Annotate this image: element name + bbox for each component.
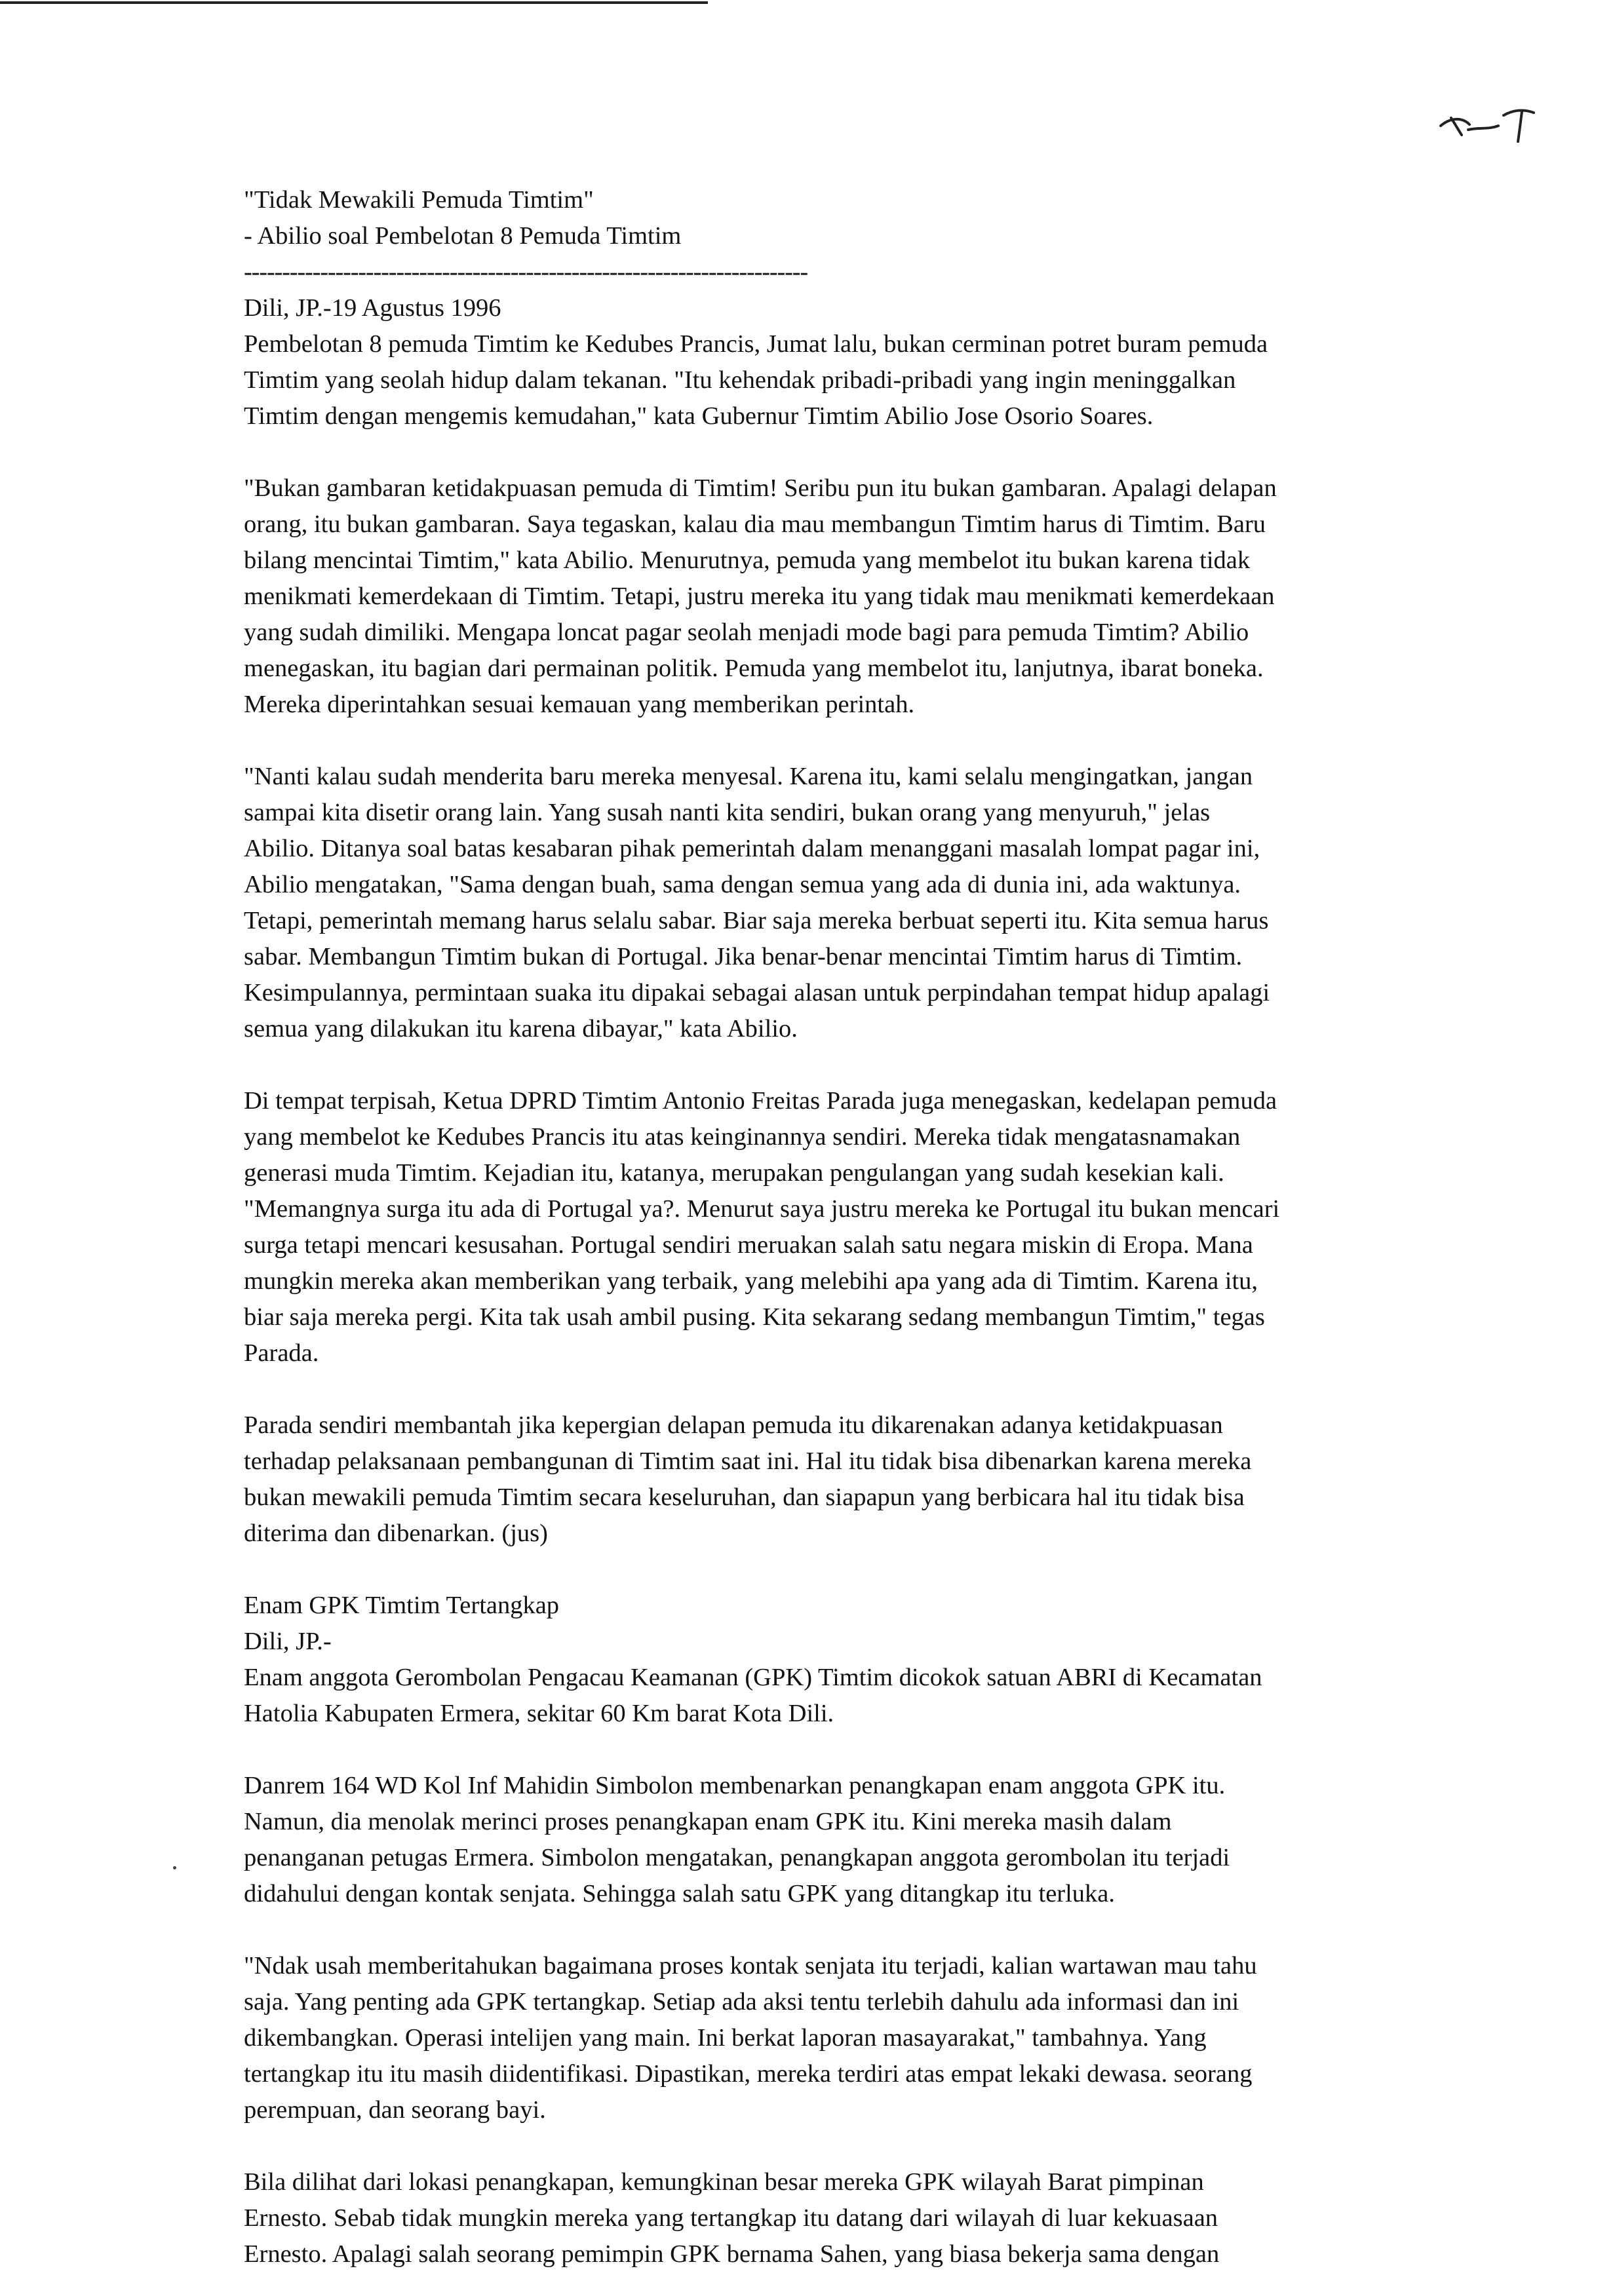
text-line: biar saja mereka pergi. Kita tak usah ambil pusing. Kita sekarang sedang membangun Timtim," tegas — [244, 1303, 1265, 1331]
text-line: Abilio mengatakan, "Sama dengan buah, sama dengan semua yang ada di dunia ini, ada waktunya. — [244, 871, 1241, 898]
text-line: Timtim dengan mengemis kemudahan," kata Gubernur Timtim Abilio Jose Osorio Soares. — [244, 402, 1154, 430]
text-line: mungkin mereka akan memberikan yang terbaik, yang melebihi apa yang ada di Timtim. Karena itu, — [244, 1267, 1258, 1295]
text-line: Parada sendiri membantah jika kepergian delapan pemuda itu dikarenakan adanya ketidakpuasan — [244, 1411, 1223, 1439]
text-line: bukan mewakili pemuda Timtim secara keseluruhan, dan siapapun yang berbicara hal itu tidak bisa — [244, 1483, 1245, 1511]
text-line: sabar. Membangun Timtim bukan di Portugal. Jika benar-benar mencintai Timtim harus di Timtim. — [244, 943, 1243, 970]
text-line: semua yang dilakukan itu karena dibayar," kata Abilio. — [244, 1015, 798, 1043]
text-line: "Nanti kalau sudah menderita baru mereka menyesal. Karena itu, kami selalu mengingatkan, jangan — [244, 763, 1253, 790]
article-subtitle: - Abilio soal Pembelotan 8 Pemuda Timtim — [244, 222, 682, 250]
text-line: orang, itu bukan gambaran. Saya tegaskan, kalau dia mau membangun Timtim harus di Timtim. Baru — [244, 510, 1266, 538]
text-line: Parada. — [244, 1339, 319, 1367]
text-line: "Bukan gambaran ketidakpuasan pemuda di Timtim! Seribu pun itu bukan gambaran. Apalagi delapan — [244, 474, 1277, 502]
paragraph — [244, 1948, 1384, 2128]
text-line: Kesimpulannya, permintaan suaka itu dipakai sebagai alasan untuk perpindahan tempat hidup apalagi — [244, 979, 1270, 1006]
article-enam-gpk — [244, 1588, 1384, 2272]
text-line: saja. Yang penting ada GPK tertangkap. Setiap ada aksi tentu terlebih dahulu ada informasi dan ini — [244, 1988, 1239, 2016]
text-line: Tetapi, pemerintah memang harus selalu sabar. Biar saja mereka berbuat seperti itu. Kita semua harus — [244, 907, 1269, 934]
text-line: bilang mencintai Timtim," kata Abilio. Menurutnya, pemuda yang membelot itu bukan karena tidak — [244, 546, 1251, 574]
paragraph — [244, 1083, 1384, 1371]
paragraph — [244, 759, 1384, 1047]
text-line: menikmati kemerdekaan di Timtim. Tetapi, justru mereka itu yang tidak mau menikmati kemerdekaan — [244, 583, 1275, 610]
text-line: Ernesto. Sebab tidak mungkin mereka yang tertangkap itu datang dari wilayah di luar kekuasaan — [244, 2204, 1218, 2232]
article-tidak-mewakili — [244, 182, 1384, 1588]
text-line: Enam anggota Gerombolan Pengacau Keamanan (GPK) Timtim dicokok satuan ABRI di Kecamatan — [244, 1664, 1262, 1691]
text-line: Abilio. Ditanya soal batas kesabaran pihak pemerintah dalam menanggani masalah lompat pagar ini, — [244, 835, 1260, 862]
separator-line: -------------------------------------------------------------------------- — [244, 258, 808, 286]
text-line: perempuan, dan seorang bayi. — [244, 2096, 546, 2124]
article-title: "Tidak Mewakili Pemuda Timtim" — [244, 186, 594, 214]
text-line: "Ndak usah memberitahukan bagaimana proses kontak senjata itu terjadi, kalian wartawan mau tahu — [244, 1952, 1257, 1980]
scan-top-edge-line — [0, 1, 708, 4]
text-line: diterima dan dibenarkan. (jus) — [244, 1520, 548, 1547]
text-line: Hatolia Kabupaten Ermera, sekitar 60 Km barat Kota Dili. — [244, 1700, 834, 1727]
paragraph — [244, 1660, 1384, 1732]
text-line: penanganan petugas Ermera. Simbolon mengatakan, penangkapan anggota gerombolan itu terjadi — [244, 1844, 1230, 1871]
paragraph — [244, 326, 1384, 434]
dateline: Dili, JP.-19 Agustus 1996 — [244, 294, 501, 322]
text-line: dikembangkan. Operasi intelijen yang main. Ini berkat laporan masayarakat," tambahnya. Yang — [244, 2024, 1207, 2052]
text-line: Di tempat terpisah, Ketua DPRD Timtim Antonio Freitas Parada juga menegaskan, kedelapan pemuda — [244, 1087, 1277, 1115]
paragraph — [244, 470, 1384, 723]
article-title: Enam GPK Timtim Tertangkap — [244, 1592, 560, 1619]
text-line: yang sudah dimiliki. Mengapa loncat pagar seolah menjadi mode bagi para pemuda Timtim? Abilio — [244, 619, 1249, 646]
text-line: terhadap pelaksanaan pembangunan di Timtim saat ini. Hal itu tidak bisa dibenarkan karena mereka — [244, 1447, 1252, 1475]
document-page — [244, 182, 1384, 2272]
text-line: surga tetapi mencari kesusahan. Portugal sendiri meruakan salah satu negara miskin di Eropa. Mana — [244, 1231, 1253, 1259]
text-line: Ernesto. Apalagi salah seorang pemimpin GPK bernama Sahen, yang biasa bekerja sama dengan — [244, 2240, 1220, 2268]
text-line: Namun, dia menolak merinci proses penangkapan enam GPK itu. Kini mereka masih dalam — [244, 1808, 1172, 1835]
dateline: Dili, JP.- — [244, 1628, 332, 1655]
text-line: didahului dengan kontak senjata. Sehingga salah satu GPK yang ditangkap itu terluka. — [244, 1880, 1116, 1907]
text-line: generasi muda Timtim. Kejadian itu, katanya, merupakan pengulangan yang sudah kesekian kali. — [244, 1159, 1224, 1187]
text-line: Timtim yang seolah hidup dalam tekanan. "Itu kehendak pribadi-pribadi yang ingin meninggalkan — [244, 366, 1236, 394]
text-line: Bila dilihat dari lokasi penangkapan, kemungkinan besar mereka GPK wilayah Barat pimpinan — [244, 2168, 1204, 2196]
handwritten-mark-icon — [1435, 98, 1547, 144]
text-line: Mereka diperintahkan sesuai kemauan yang memberikan perintah. — [244, 691, 915, 718]
scan-speck — [173, 1866, 176, 1869]
paragraph — [244, 1768, 1384, 1912]
text-line: menegaskan, itu bagian dari permainan politik. Pemuda yang membelot itu, lanjutnya, ibarat boneka. — [244, 655, 1264, 682]
text-line: "Memangnya surga itu ada di Portugal ya?. Menurut saya justru mereka ke Portugal itu bukan mencari — [244, 1195, 1280, 1223]
paragraph — [244, 2164, 1384, 2272]
paragraph — [244, 1407, 1384, 1552]
text-line: yang membelot ke Kedubes Prancis itu atas keinginannya sendiri. Mereka tidak mengatasnamakan — [244, 1123, 1241, 1151]
text-line: sampai kita disetir orang lain. Yang susah nanti kita sendiri, bukan orang yang menyuruh," jelas — [244, 799, 1211, 826]
text-line: Danrem 164 WD Kol Inf Mahidin Simbolon membenarkan penangkapan enam anggota GPK itu. — [244, 1772, 1226, 1799]
text-line: Pembelotan 8 pemuda Timtim ke Kedubes Prancis, Jumat lalu, bukan cerminan potret buram pemuda — [244, 330, 1268, 358]
text-line: tertangkap itu itu masih diidentifikasi. Dipastikan, mereka terdiri atas empat lekaki dewasa. seorang — [244, 2060, 1253, 2088]
